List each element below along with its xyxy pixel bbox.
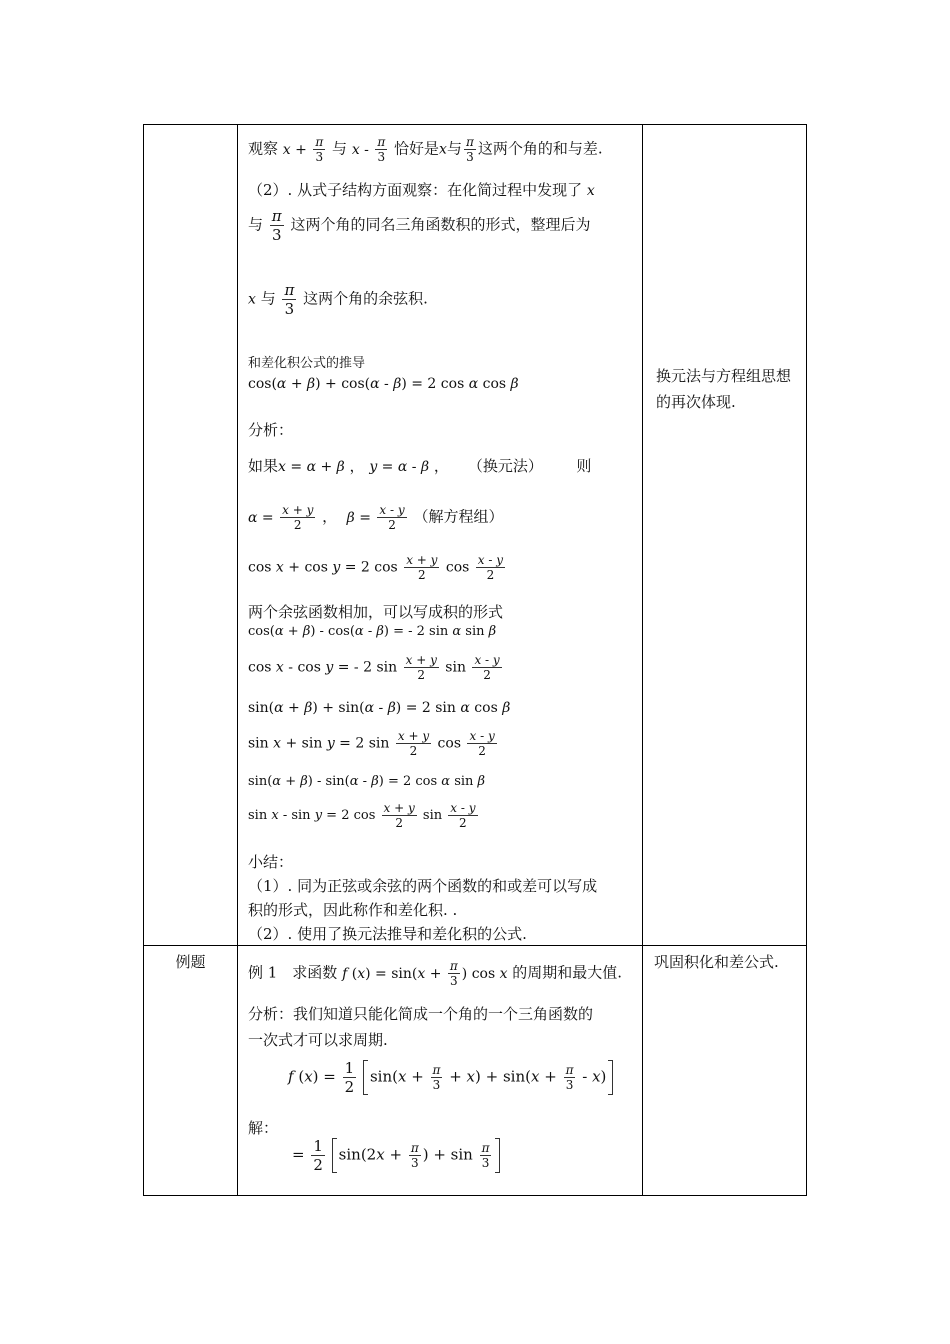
expr-x-minus-pi3: x - $\frac{\pi}{3}$ <box>351 135 386 164</box>
p2-line3-and: 与 <box>260 289 276 308</box>
formula-sinx-minus-siny: sin x - sin y = 2 cos $\frac{x + y}{2}$ sin $\frac{x - y}{2}$ <box>248 801 476 830</box>
observe-line: 观察 x + $\frac{\pi}{3}$ 与 x - $\frac{\pi}{3}$ 恰好是x与 $\frac{\pi}{3}$ 这两个角的和与差. <box>248 135 603 164</box>
summary-1a: （1）. 同为正弦或余弦的两个函数的和或差可以写成 <box>248 877 598 895</box>
example-cell <box>248 947 640 1195</box>
formula-sinx-plus-siny: sin x + sin y = 2 sin $\frac{x + y}{2}$ cos $\frac{x - y}{2}$ <box>248 729 495 758</box>
observe-and: 与 <box>332 139 348 158</box>
example-step-1: f (x) = $\frac{1}{2}$ sin(x + $\frac{\pi}{3}$ + x) + sin(x + $\frac{\pi}{3}$ - x) <box>288 1059 613 1096</box>
example-analysis-2: 一次式才可以求周期. <box>248 1031 388 1049</box>
formula-sin-diff: sin(α + β) - sin(α - β) = 2 cos α sin β <box>248 774 486 789</box>
formula-cosx-plus-cosy: cos x + cos y = 2 cos $\frac{x + y}{2}$ cos $\frac{x - y}{2}$ <box>248 553 504 582</box>
formula-cos-sum: cos(α + β) + cos(α - β) = 2 cos α cos β <box>248 376 519 392</box>
example-function: f (x) = sin(x + $\frac{\pi}{3}$ ) cos x <box>342 959 508 988</box>
p2-line1: （2）. 从式子结构方面观察：在化简过程中发现了 x <box>248 181 595 199</box>
substitution-note: （换元法） <box>467 457 543 475</box>
derivation-cell <box>248 125 640 945</box>
alpha-beta-line: α = $\frac{x + y}{2}$ ， β = $\frac{x - y}{2}$ （解方程组） <box>248 503 504 532</box>
example-analysis-1: 分析：我们知道只能化简成一个角的一个三角函数的 <box>248 1005 594 1023</box>
pi-over-3: $\frac{\pi}{3}$ <box>271 207 282 244</box>
summary-1b: 积的形式，因此称作和差化积. . <box>248 901 458 919</box>
lesson-table <box>143 124 807 1196</box>
example-suffix: 的周期和最大值. <box>512 963 623 982</box>
method-note-text: 换元法与方程组思想的再次体现. <box>656 367 792 411</box>
substitution-line: 如果x = α + β ， y = α - β ， （换元法） 则 <box>248 457 592 475</box>
p2-line2 <box>248 207 590 244</box>
observe-exactly: 恰好是 <box>394 139 440 158</box>
example-step-2: = $\frac{1}{2}$ sin(2x + $\frac{\pi}{3}$ ) + sin $\frac{\pi}{3}$ <box>292 1137 500 1174</box>
column-divider-2 <box>642 125 643 1195</box>
example-statement <box>248 959 622 988</box>
p2-line2-prefix: 与 <box>248 215 264 234</box>
p2-line3-suffix: 这两个角的余弦积. <box>303 289 428 308</box>
example-prefix: 例 1 求函数 <box>248 963 338 982</box>
observe-and2: 与 <box>446 139 462 158</box>
sum-note: 两个余弦函数相加，可以写成积的形式 <box>248 603 504 621</box>
pi-over-3-b: $\frac{\pi}{3}$ <box>284 281 295 318</box>
observe-prefix: 观察 <box>248 139 279 158</box>
p2-line2-suffix: 这两个角的同名三角函数积的形式，整理后为 <box>290 215 591 234</box>
expr-x-plus-pi3: x + $\frac{\pi}{3}$ <box>282 135 324 164</box>
derivation-title: 和差化积公式的推导 <box>248 356 366 371</box>
formula-cos-diff: cos(α + β) - cos(α - β) = - 2 sin α sin β <box>248 624 497 639</box>
p2-line3: x 与 $\frac{\pi}{3}$ 这两个角的余弦积. <box>248 281 428 318</box>
method-note <box>656 363 796 415</box>
example-label-cell <box>144 949 237 975</box>
summary-title: 小结： <box>248 853 294 871</box>
then-word: 则 <box>576 457 592 475</box>
formula-cosx-minus-cosy: cos x - cos y = - 2 sin $\frac{x + y}{2}$ sin $\frac{x - y}{2}$ <box>248 653 500 682</box>
solve-system-note: （解方程组） <box>413 507 504 526</box>
if-prefix: 如果 <box>248 457 279 475</box>
example-label: 例题 <box>175 953 206 971</box>
consolidate-note <box>654 949 804 975</box>
column-divider-1 <box>237 125 238 1195</box>
solution-label: 解： <box>248 1119 279 1137</box>
p2-line1-text: （2）. 从式子结构方面观察：在化简过程中发现了 <box>248 181 583 199</box>
consolidate-note-text: 巩固积化和差公式. <box>654 953 779 971</box>
formula-sin-sum: sin(α + β) + sin(α - β) = 2 sin α cos β <box>248 700 511 716</box>
summary-2: （2）. 使用了换元法推导和差化积的公式. <box>248 925 527 943</box>
observe-suffix: 这两个角的和与差. <box>477 139 603 158</box>
analysis-label: 分析： <box>248 421 294 439</box>
